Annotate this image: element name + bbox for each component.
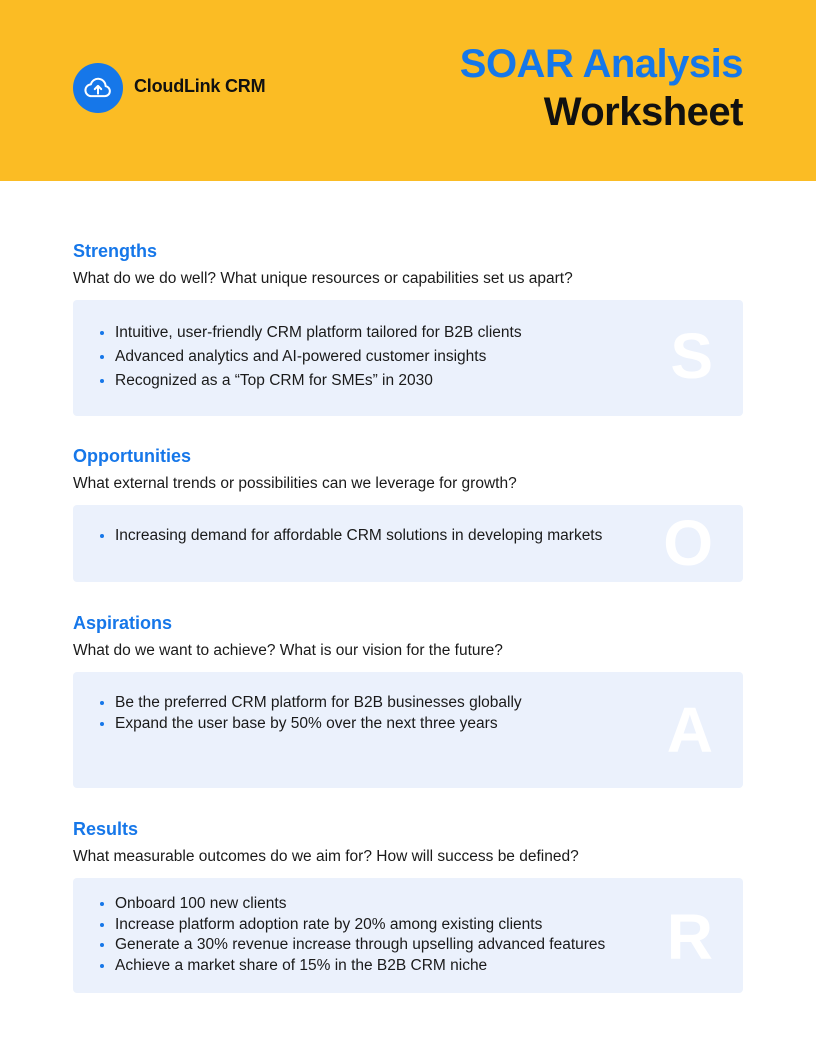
list-item: Recognized as a “Top CRM for SMEs” in 2030 (99, 371, 633, 392)
list-item: Generate a 30% revenue increase through upselling advanced features (99, 935, 633, 956)
section-title: Results (73, 819, 139, 839)
section-box (73, 300, 743, 416)
section-title: Aspirations (73, 613, 173, 633)
section-strengths (73, 240, 743, 392)
section-title: Strengths (73, 241, 158, 261)
section-box (73, 672, 743, 788)
page-title-line1: SOAR Analysis (459, 42, 743, 86)
bullet-list (99, 526, 633, 547)
list-item: Be the preferred CRM platform for B2B businesses globally (99, 693, 633, 714)
header-banner (0, 0, 816, 181)
cloud-upload-icon (83, 73, 113, 103)
bullet-list (99, 323, 633, 392)
bullet-list (99, 894, 633, 976)
list-item: Onboard 100 new clients (99, 894, 633, 915)
section-question: What external trends or possibilities can we leverage for growth? (73, 475, 517, 492)
brand-logo (73, 63, 123, 113)
section-box (73, 505, 743, 582)
section-letter: O (663, 507, 713, 579)
bullet-list (99, 693, 633, 734)
list-item: Achieve a market share of 15% in the B2B CRM niche (99, 956, 633, 977)
list-item: Increasing demand for affordable CRM solutions in developing markets (99, 526, 633, 547)
section-results (73, 818, 743, 974)
section-question: What do we do well? What unique resources or capabilities set us apart? (73, 270, 573, 287)
section-letter: R (666, 901, 713, 973)
brand-name: CloudLink CRM (134, 76, 266, 96)
list-item: Increase platform adoption rate by 20% among existing clients (99, 915, 633, 936)
section-opportunities (73, 445, 743, 579)
section-title: Opportunities (73, 446, 191, 466)
section-letter: S (670, 320, 713, 392)
list-item: Expand the user base by 50% over the next three years (99, 714, 633, 735)
section-letter: A (666, 694, 713, 766)
page-title-line2: Worksheet (543, 90, 743, 134)
list-item: Intuitive, user-friendly CRM platform tailored for B2B clients (99, 323, 633, 344)
section-question: What measurable outcomes do we aim for? How will success be defined? (73, 848, 579, 865)
section-question: What do we want to achieve? What is our vision for the future? (73, 642, 503, 659)
list-item: Advanced analytics and AI-powered customer insights (99, 347, 633, 368)
section-aspirations (73, 612, 743, 766)
section-box (73, 878, 743, 993)
